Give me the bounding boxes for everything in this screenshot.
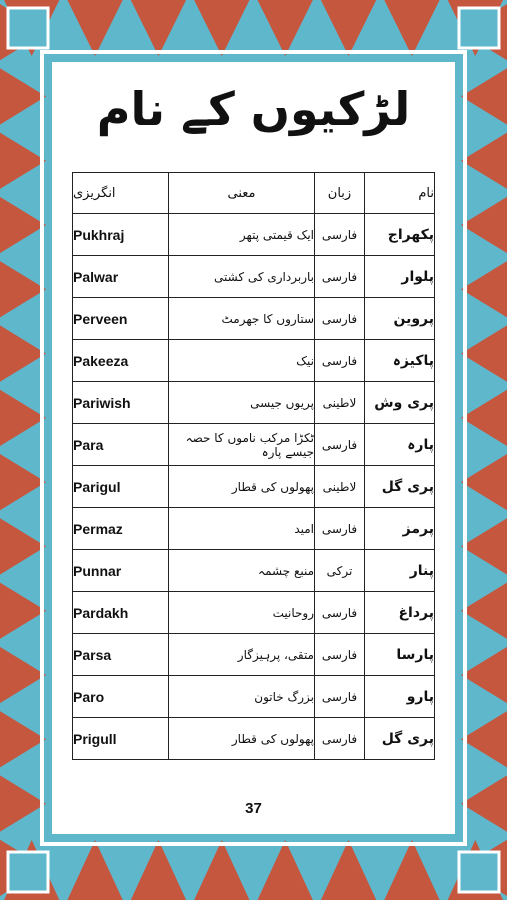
cell-english: Pardakh: [73, 592, 169, 634]
cell-name: پری گل: [365, 718, 435, 760]
table-row: [73, 592, 435, 634]
cell-meaning: پریوں جیسی: [169, 382, 315, 424]
cell-meaning: ٹکڑا مرکب ناموں کا حصہ جیسے پارہ: [169, 424, 315, 466]
cell-language: لاطینی: [315, 466, 365, 508]
table-row: [73, 340, 435, 382]
header-english: انگریزی: [73, 173, 169, 214]
cell-name: پنار: [365, 550, 435, 592]
cell-name: پلوار: [365, 256, 435, 298]
cell-english: Perveen: [73, 298, 169, 340]
cell-language: لاطینی: [315, 382, 365, 424]
cell-english: Pakeeza: [73, 340, 169, 382]
corner-square: [8, 8, 48, 48]
cell-name: پارسا: [365, 634, 435, 676]
cell-meaning: باربرداری کی کشتی: [169, 256, 315, 298]
corner-square: [8, 852, 48, 892]
cell-meaning: ستاروں کا جھرمٹ: [169, 298, 315, 340]
corner-square: [459, 852, 499, 892]
header-meaning: معنی: [169, 173, 315, 214]
cell-meaning: منبع چشمہ: [169, 550, 315, 592]
cell-english: Parigul: [73, 466, 169, 508]
cell-meaning: ایک قیمتی پتھر: [169, 214, 315, 256]
cell-meaning: متقی، پرہیزگار: [169, 634, 315, 676]
cell-language: فارسی: [315, 592, 365, 634]
cell-language: ترکی: [315, 550, 365, 592]
table-row: [73, 508, 435, 550]
cell-english: Punnar: [73, 550, 169, 592]
cell-english: Para: [73, 424, 169, 466]
header-language: زبان: [315, 173, 365, 214]
table-row: [73, 298, 435, 340]
header-name: نام: [365, 173, 435, 214]
cell-language: فارسی: [315, 256, 365, 298]
names-table: [72, 172, 435, 760]
cell-language: فارسی: [315, 676, 365, 718]
table-row: [73, 256, 435, 298]
table-row: [73, 550, 435, 592]
table-header-row: [73, 173, 435, 214]
cell-english: Prigull: [73, 718, 169, 760]
cell-name: پرداغ: [365, 592, 435, 634]
cell-meaning: نیک: [169, 340, 315, 382]
cell-name: پکھراج: [365, 214, 435, 256]
cell-english: Permaz: [73, 508, 169, 550]
cell-language: فارسی: [315, 634, 365, 676]
table-row: [73, 214, 435, 256]
cell-name: پروین: [365, 298, 435, 340]
cell-name: پارو: [365, 676, 435, 718]
page-number: 37: [245, 800, 262, 817]
cell-language: فارسی: [315, 508, 365, 550]
table-row: [73, 634, 435, 676]
cell-language: فارسی: [315, 298, 365, 340]
cell-language: فارسی: [315, 340, 365, 382]
page-content: [52, 62, 455, 834]
cell-name: پارہ: [365, 424, 435, 466]
table-row: [73, 676, 435, 718]
cell-language: فارسی: [315, 424, 365, 466]
cell-meaning: پھولوں کی قطار: [169, 718, 315, 760]
cell-meaning: پھولوں کی قطار: [169, 466, 315, 508]
cell-name: پرمز: [365, 508, 435, 550]
cell-english: Palwar: [73, 256, 169, 298]
cell-meaning: روحانیت: [169, 592, 315, 634]
cell-meaning: بزرگ خاتون: [169, 676, 315, 718]
table-row: [73, 718, 435, 760]
corner-square: [459, 8, 499, 48]
cell-english: Pukhraj: [73, 214, 169, 256]
cell-english: Paro: [73, 676, 169, 718]
cell-name: پری گل: [365, 466, 435, 508]
cell-english: Parsa: [73, 634, 169, 676]
cell-meaning: امید: [169, 508, 315, 550]
cell-language: فارسی: [315, 214, 365, 256]
cell-language: فارسی: [315, 718, 365, 760]
page-title: لڑکیوں کے نام: [96, 82, 411, 136]
table-row: [73, 382, 435, 424]
cell-name: پری وش: [365, 382, 435, 424]
table-row: [73, 466, 435, 508]
cell-name: پاکیزہ: [365, 340, 435, 382]
cell-english: Pariwish: [73, 382, 169, 424]
table-row: [73, 424, 435, 466]
